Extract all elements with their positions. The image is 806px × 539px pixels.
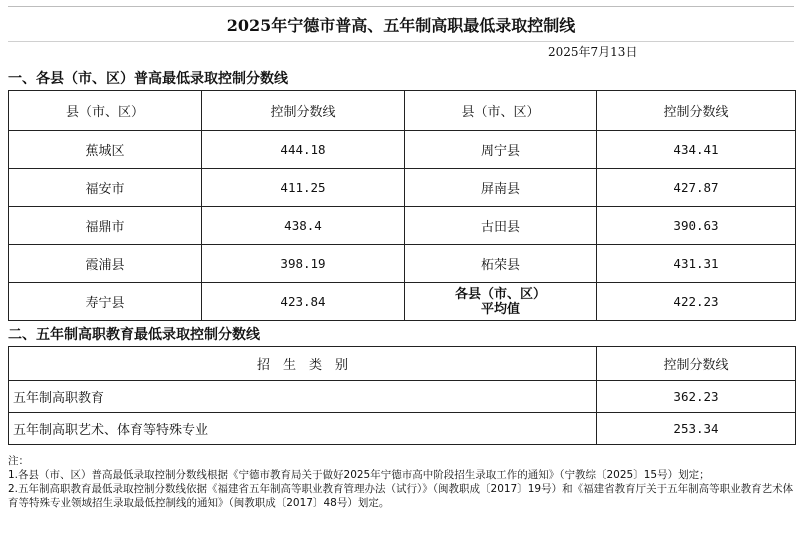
county-score-table <box>8 90 796 321</box>
score-cell: 427.87 <box>597 169 796 207</box>
section2-heading: 二、五年制高职教育最低录取控制分数线 <box>8 327 260 343</box>
score-cell: 411.25 <box>202 169 405 207</box>
table-row <box>9 245 796 283</box>
table-row <box>9 169 796 207</box>
table-row <box>9 131 796 169</box>
county-cell: 霞浦县 <box>9 245 202 283</box>
county-cell: 周宁县 <box>405 131 597 169</box>
average-label-cell <box>405 283 597 321</box>
section1-heading: 一、各县（市、区）普高最低录取控制分数线 <box>8 71 288 87</box>
county-cell: 柘荣县 <box>405 245 597 283</box>
table-row <box>9 381 796 413</box>
county-cell: 蕉城区 <box>9 131 202 169</box>
score-cell: 398.19 <box>202 245 405 283</box>
score-cell: 444.18 <box>202 131 405 169</box>
county-cell: 福安市 <box>9 169 202 207</box>
header-category: 招 生 类 别 <box>9 347 597 381</box>
average-score-cell: 422.23 <box>597 283 796 321</box>
table-header-row <box>9 347 796 381</box>
category-cell: 五年制高职艺术、体育等特殊专业 <box>9 413 597 445</box>
score-cell: 390.63 <box>597 207 796 245</box>
table-row <box>9 413 796 445</box>
county-cell: 寿宁县 <box>9 283 202 321</box>
publish-date: 2025年7月13日 <box>548 45 638 59</box>
county-cell: 古田县 <box>405 207 597 245</box>
note-1: 1.各县（市、区）普高最低录取控制分数线根据《宁德市教育局关于做好2025年宁德市高中阶段招生录取工作的通知》（宁教综〔2025〕15号）划定； <box>8 469 710 481</box>
table-header-row <box>9 91 796 131</box>
county-cell: 屏南县 <box>405 169 597 207</box>
score-cell: 423.84 <box>202 283 405 321</box>
title-text: 2025年宁德市普高、五年制高职最低录取控制线 <box>226 15 576 35</box>
table-row <box>9 283 796 321</box>
score-cell: 434.41 <box>597 131 796 169</box>
table-row <box>9 207 796 245</box>
score-cell: 431.31 <box>597 245 796 283</box>
county-cell: 福鼎市 <box>9 207 202 245</box>
note-2: 2.五年制高职教育最低录取控制分数线依据《福建省五年制高等职业教育管理办法（试行）》（闽教职成〔2017〕19号）和《福建省教育厅关于五年制高等职业教育艺术体育等特殊专业领域招生录取最低控制线的通知》（闽教职成〔2017〕48号）划定。 <box>8 483 794 509</box>
score-cell: 362.23 <box>597 381 796 413</box>
vocational-score-table <box>8 346 796 445</box>
header-county-a: 县（市、区） <box>9 91 202 131</box>
header-score-b: 控制分数线 <box>597 91 796 131</box>
score-cell: 438.4 <box>202 207 405 245</box>
header-county-b: 县（市、区） <box>405 91 597 131</box>
category-cell: 五年制高职教育 <box>9 381 597 413</box>
notes-block <box>8 454 798 510</box>
score-cell: 253.34 <box>597 413 796 445</box>
date-row <box>8 41 794 63</box>
document-title <box>8 6 794 42</box>
header-score: 控制分数线 <box>597 347 796 381</box>
header-score-a: 控制分数线 <box>202 91 405 131</box>
average-label-line2: 平均值 <box>480 301 520 317</box>
notes-label: 注： <box>8 455 29 467</box>
average-label-line1: 各县（市、区） <box>454 286 546 302</box>
